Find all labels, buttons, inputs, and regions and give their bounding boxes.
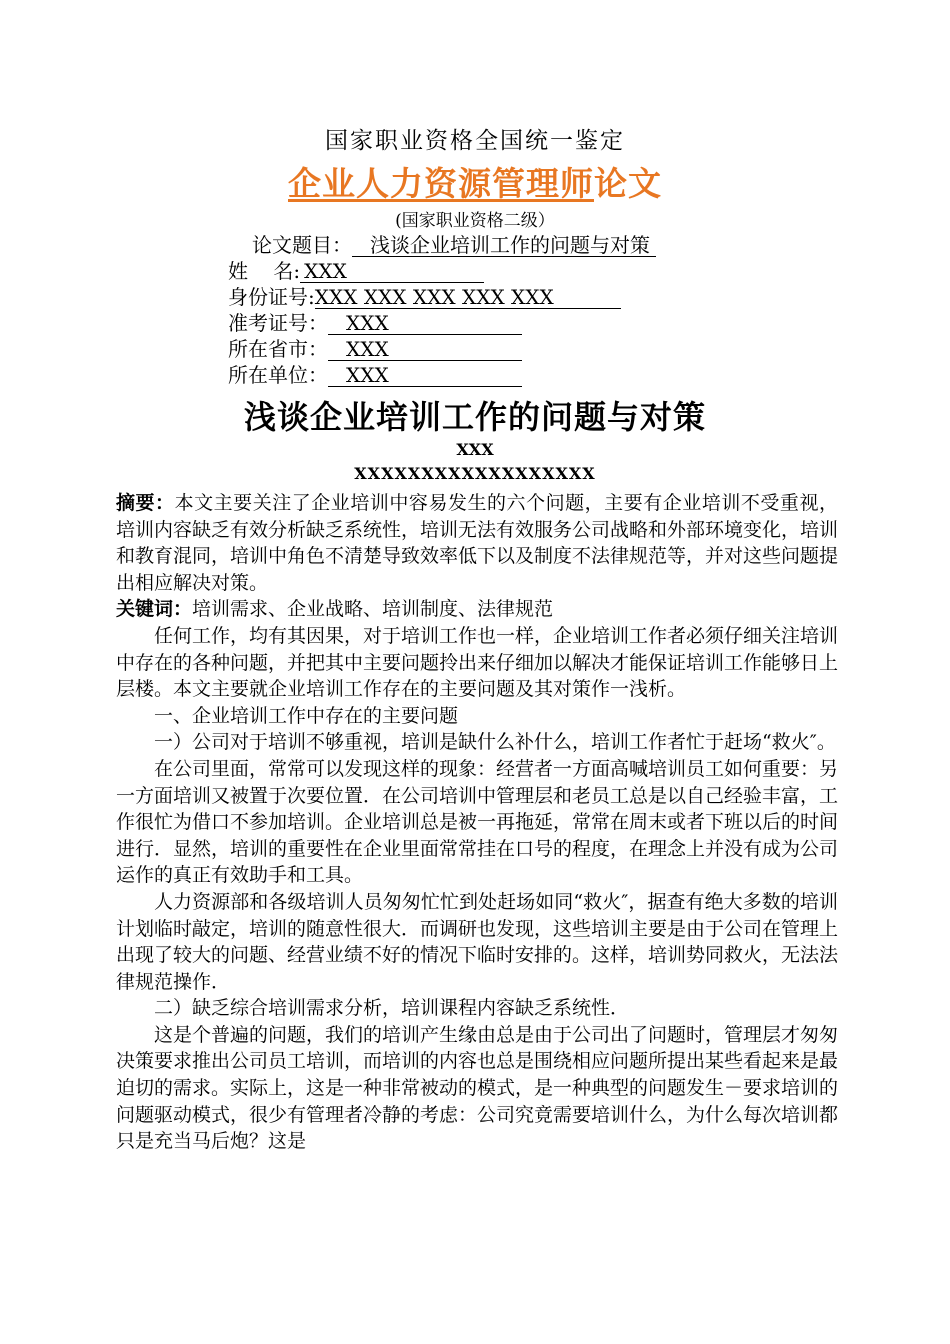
topic-label: 论文题目： [252,233,352,257]
qualification-level: (国家职业资格二级） [395,211,555,231]
id-label: 身份证号: [228,285,315,309]
abstract [116,490,838,596]
keywords [116,596,838,623]
paper-body [116,490,838,1155]
paragraph: 在公司里面，常常可以发现这样的现象：经营者一方面高喊培训员工如何重要：另一方面培训又被置于次要位置．在公司培训中管理层和老员工总是以自己经验丰富，工作很忙为借口不参加培训。企业培训总是被一再拖延，常常在周末或者下班以后的时间进行．显然，培训的重要性在企业里面常常挂在口号的程度，在理念上并没有成为公司运作的真正有效助手和工具。 [116,757,839,887]
paper-author: XXX [456,440,494,459]
paragraph: 人力资源部和各级培训人员匆匆忙忙到处赶场如同“救火″，据查有绝大多数的培训计划临时敲定，培训的随意性很大．而调研也发现，这些培训主要是由于公司在管理上出现了较大的问题、经营业绩不好的情况下临时安排的。这样，培训势同救火，无法法律规范操作． [116,890,839,993]
paragraph: 这是个普遍的问题，我们的培训产生缘由总是由于公司出了问题时，管理层才匆匆决策要求推出公司员工培训，而培训的内容也总是围绕相应问题所提出某些看起来是最迫切的需求。实际上，这是一种非常被动的模式，是一种典型的问题发生－要求培训的问题驱动模式，很少有管理者冷静的考虑：公司究竟需要培训什么，为什么每次培训都只是充当马后炮？这是 [116,1023,839,1153]
paper-title: 浅谈企业培训工作的问题与对策 [243,398,706,436]
exam-number-field [228,310,522,336]
section-heading: 一、企业培训工作中存在的主要问题 [154,704,459,727]
exam-subtitle: 国家职业资格全国统一鉴定 [325,128,625,154]
subsection-heading: 二）缺乏综合培训需求分析，培训课程内容缺乏系统性． [154,997,630,1020]
name-value: XXX [300,260,484,283]
keywords-label: 关键词： [116,598,193,621]
name-label: 姓 名: [228,259,301,283]
unit-value: XXX [328,364,522,387]
title-underlined-part: 企业人力资源管理师 [288,164,594,203]
unit-field [228,362,522,388]
province-value: XXX [328,338,522,361]
document-title [0,158,950,205]
name-field [228,258,484,284]
topic-value: 浅谈企业培训工作的问题与对策 [352,234,656,257]
province-field [228,336,522,362]
exam-number-value: XXX [328,312,522,335]
paper-affiliation: XXXXXXXXXXXXXXXXXX [354,464,596,483]
title-rest-part: 论文 [594,164,662,203]
keywords-text: 培训需求、企业战略、培训制度、法律规范 [192,598,554,621]
abstract-text: 本文主要关注了企业培训中容易发生的六个问题，主要有企业培训不受重视，培训内容缺乏有效分析缺乏系统性，培训无法有效服务公司战略和外部环境变化，培训和教育混同，培训中角色不清楚导致效率低下以及制度不法律规范等，并对这些问题提出相应解决对策。 [116,492,839,594]
abstract-label: 摘要： [116,492,175,514]
paragraph: 任何工作，均有其因果，对于培训工作也一样，企业培训工作者必须仔细关注培训中存在的各种问题，并把其中主要问题拎出来仔细加以解决才能保证培训工作能够日上层楼。本文主要就企业培训工作存在的主要问题及其对策作一浅析。 [116,624,839,701]
id-value: XXX XXX XXX XXX XXX [315,286,621,309]
exam-number-label: 准考证号： [228,311,328,335]
id-field [228,284,621,310]
province-label: 所在省市： [228,337,328,361]
unit-label: 所在单位： [228,363,328,387]
subsection-heading: 一）公司对于培训不够重视，培训是缺什么补什么，培训工作者忙于赶场“救火″。 [154,731,836,754]
topic-field [252,232,656,258]
